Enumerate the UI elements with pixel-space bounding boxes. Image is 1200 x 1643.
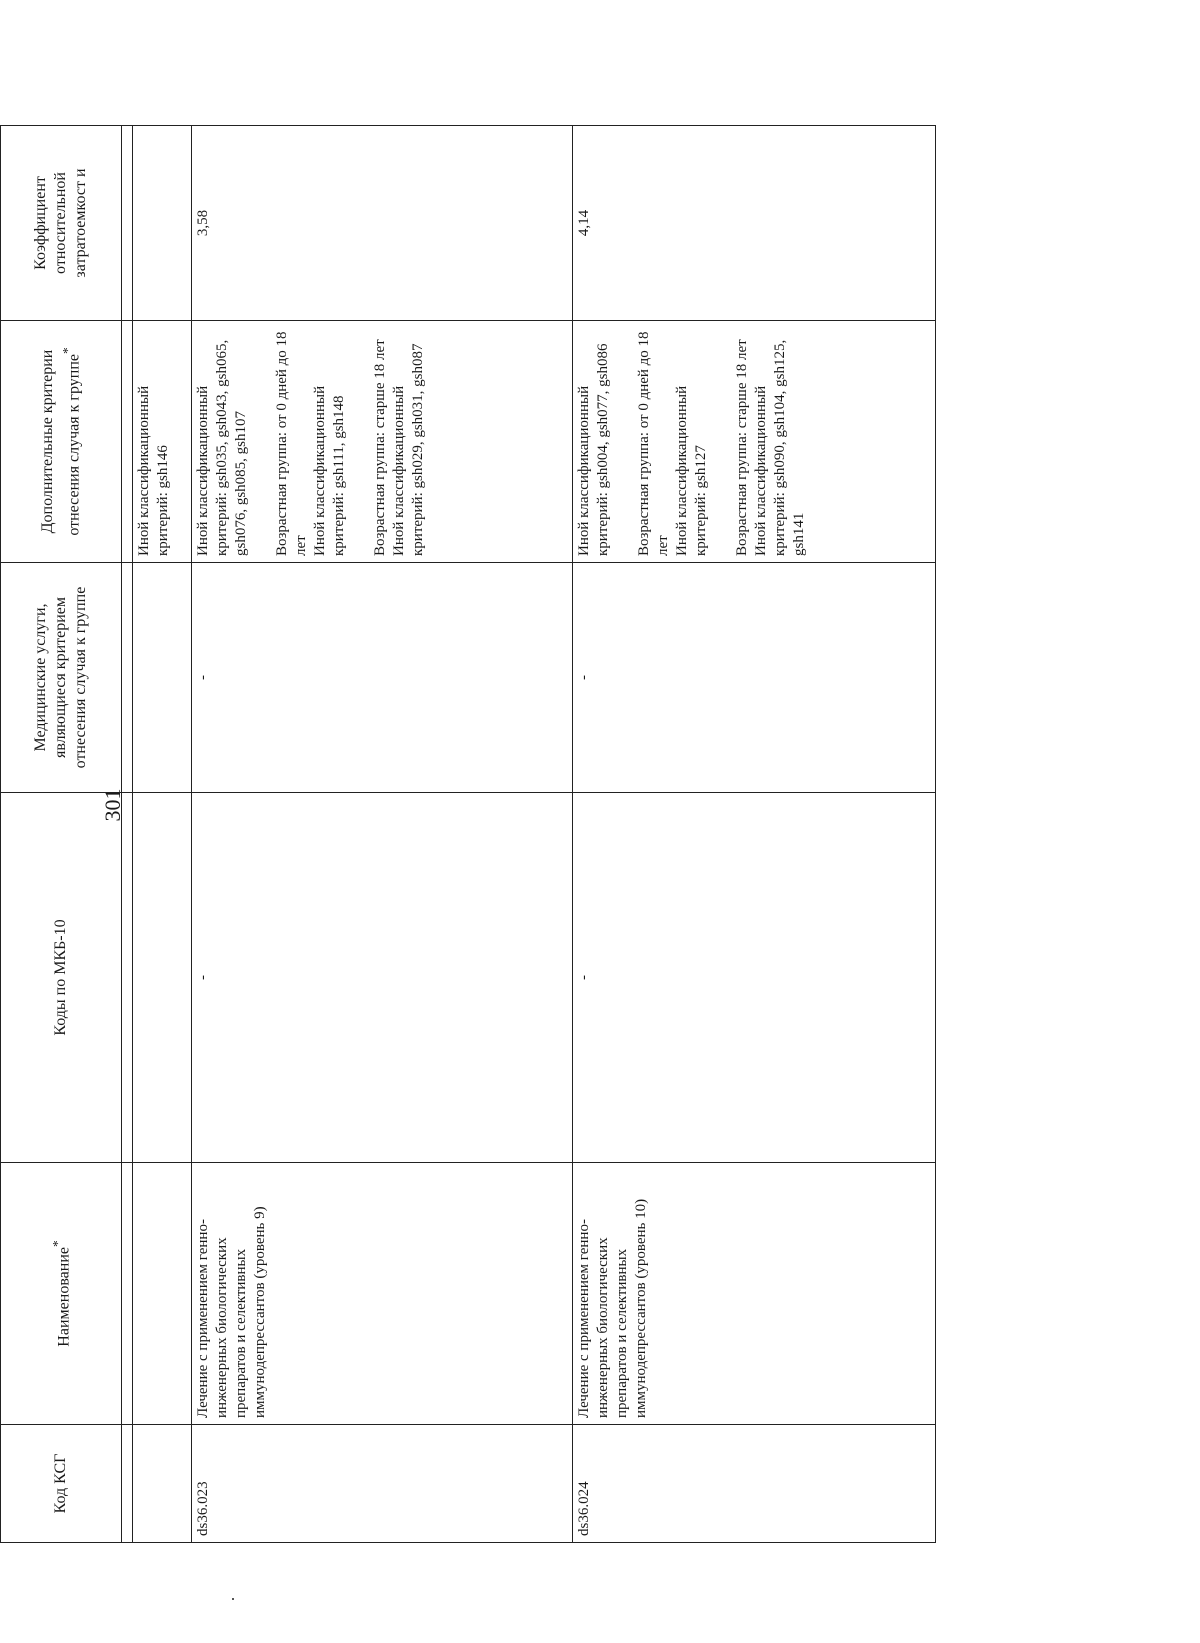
header-name (1, 1163, 122, 1425)
cell-coef: 3,58 (192, 126, 573, 321)
criteria-item: Возрастная группа: старше 18 лет Иной классификационный критерий: gsh029, gsh031, gsh087 (372, 339, 426, 556)
criteria-spacer (349, 327, 371, 556)
cell-code: ds36.024 (573, 1425, 936, 1543)
gap-cell (122, 1425, 133, 1543)
cell-code (133, 1425, 192, 1543)
rotated-table-container (0, 126, 922, 1543)
scan-speck (232, 1598, 234, 1600)
header-services: Медицинские услуги, являющиеся критерием отнесения случая к группе (1, 563, 122, 793)
criteria-item: Иной классификационный критерий: gsh004, gsh077, gsh086 (576, 343, 611, 556)
header-mkb: Коды по МКБ-10 (1, 793, 122, 1163)
criteria-item: Иной классификационный критерий: gsh035, gsh043, gsh065, gsh076, gsh085, gsh107 (195, 339, 249, 556)
header-name-mark: * (49, 1240, 65, 1247)
page-number: 301 (100, 788, 125, 822)
cell-name (133, 1163, 192, 1425)
gap-cell (122, 321, 133, 563)
gap-cell (122, 563, 133, 793)
header-name-text: Наименование (55, 1247, 73, 1347)
header-criteria-text: Дополнительные критерии отнесения случая к группе (38, 349, 83, 536)
criteria-spacer (251, 327, 273, 556)
criteria-item: Возрастная группа: от 0 дней до 18 лет Иной классификационный критерий: gsh127 (636, 331, 709, 556)
cell-code: ds36.023 (192, 1425, 573, 1543)
cell-name: Лечение с применением генно-инженерных биологических препаратов и селективных иммунодепрессантов (уровень 9) (192, 1163, 573, 1425)
cell-services: - (192, 563, 573, 793)
cell-services (133, 563, 192, 793)
criteria-spacer (711, 327, 733, 556)
table-row (573, 126, 936, 1543)
criteria-item: Иной классификационный критерий: gsh146 (136, 385, 171, 556)
cell-coef: 4,14 (573, 126, 936, 321)
cell-coef (133, 126, 192, 321)
cell-mkb (133, 793, 192, 1163)
header-criteria-mark: * (59, 347, 75, 354)
cell-mkb: - (573, 793, 936, 1163)
table-header-row (1, 126, 122, 1543)
cell-criteria (573, 321, 936, 563)
header-criteria (1, 321, 122, 563)
gap-cell (122, 126, 133, 321)
criteria-item: Возрастная группа: старше 18 лет Иной классификационный критерий: gsh090, gsh104, gsh125, gsh141 (734, 339, 807, 556)
cell-mkb: - (192, 793, 573, 1163)
cell-criteria (192, 321, 573, 563)
criteria-spacer (613, 327, 635, 556)
header-coef: Коэффициент относительной затратоемкост и (1, 126, 122, 321)
cell-name: Лечение с применением генно-инженерных биологических препаратов и селективных иммунодепрессантов (уровень 10) (573, 1163, 936, 1425)
header-code: Код КСГ (1, 1425, 122, 1543)
cell-services: - (573, 563, 936, 793)
gap-cell (122, 1163, 133, 1425)
table-gap-row (122, 126, 133, 1543)
ksg-table (0, 125, 936, 1543)
cell-criteria (133, 321, 192, 563)
criteria-item: Возрастная группа: от 0 дней до 18 лет Иной классификационный критерий: gsh111, gsh148 (274, 331, 347, 556)
table-row (133, 126, 192, 1543)
gap-cell (122, 793, 133, 1163)
table-row (192, 126, 573, 1543)
